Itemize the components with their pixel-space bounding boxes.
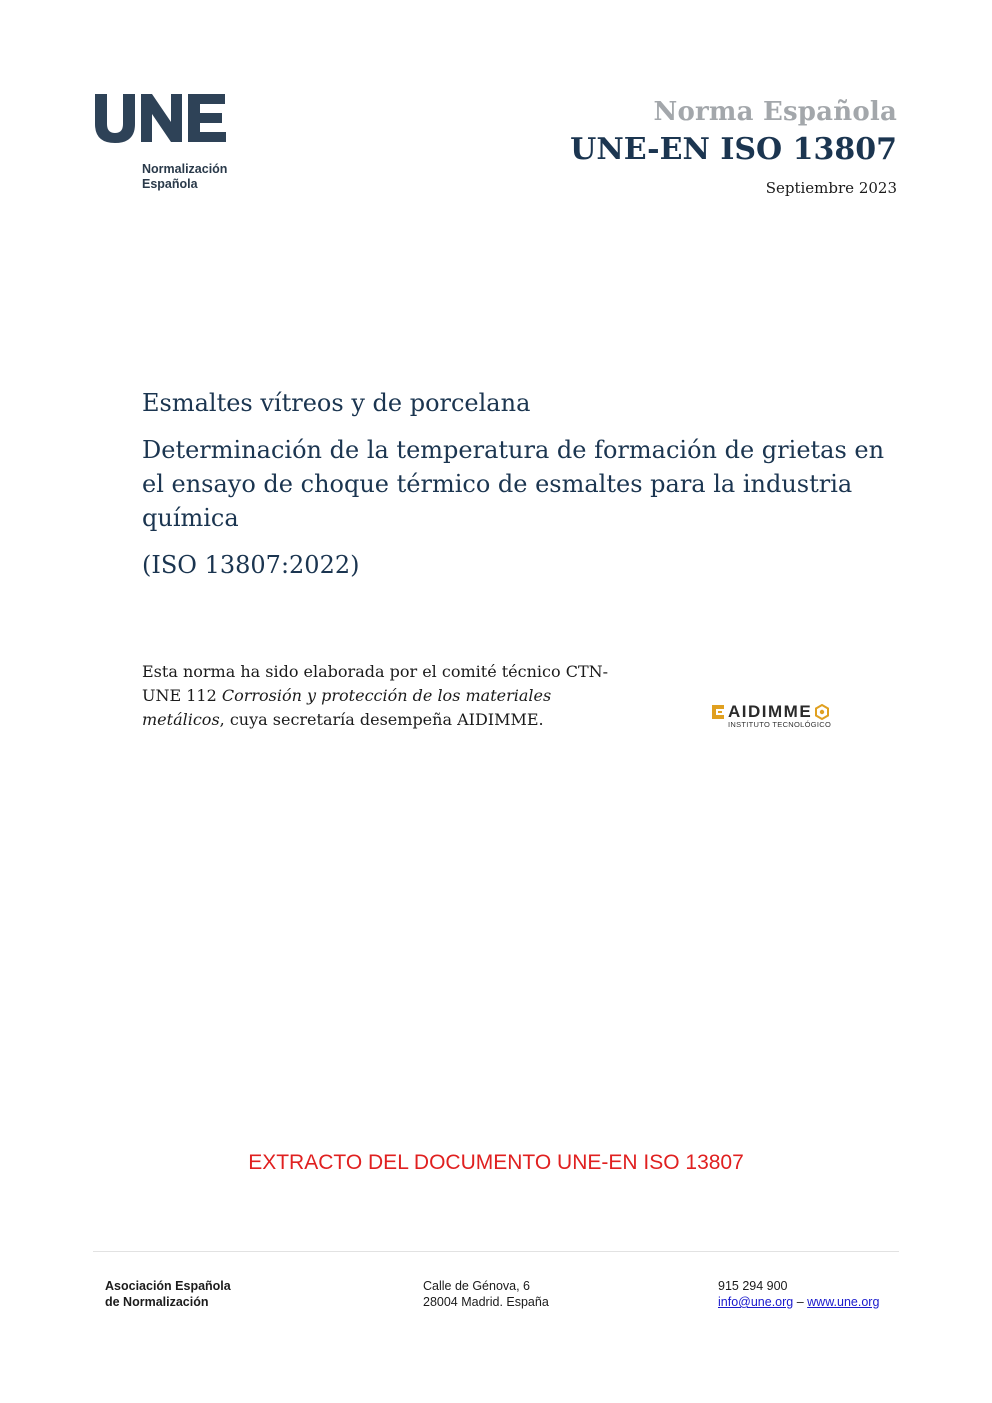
committee-name: Corrosión y protección de los materiales metálicos (142, 686, 552, 729)
logo-letter-e (188, 94, 226, 142)
logo-subtitle (142, 162, 243, 192)
email-link[interactable]: info@une.org (718, 1295, 794, 1309)
title-iso-reference: (ISO 13807:2022) (142, 551, 360, 579)
footer-org-line1: Asociación Española (105, 1279, 231, 1293)
aidimme-name: AIDIMME (728, 702, 813, 721)
une-logo (93, 90, 243, 192)
committee-text-part2: , cuya secretaría desempeña AIDIMME. (219, 710, 544, 729)
footer-address-line2: 28004 Madrid. España (423, 1295, 549, 1309)
committee-statement (142, 660, 622, 732)
footer-organization (105, 1278, 231, 1310)
publication-date: Septiembre 2023 (765, 179, 897, 197)
aidimme-bracket-icon (711, 704, 725, 720)
aidimme-hexagon-icon (814, 704, 830, 720)
committee-text-part1: Esta norma ha sido elaborada por el comité técnico CTN-UNE 112 (142, 662, 609, 705)
website-link[interactable]: www.une.org (807, 1295, 880, 1309)
footer-address (423, 1278, 549, 1310)
footer-contact (718, 1278, 879, 1310)
norma-label: Norma Española (653, 97, 897, 127)
footer-org-line2: de Normalización (105, 1295, 209, 1309)
footer-link-separator: – (793, 1295, 808, 1309)
logo-subtitle-line2: Española (142, 177, 198, 191)
title-main: Esmaltes vítreos y de porcelana (142, 389, 531, 417)
aidimme-logo (711, 703, 881, 729)
extract-notice: EXTRACTO DEL DOCUMENTO UNE-EN ISO 13807 (248, 1151, 744, 1174)
logo-letter-n (141, 94, 182, 142)
logo-letter-u (95, 94, 135, 143)
aidimme-subtitle: INSTITUTO TECNOLÓGICO (728, 720, 832, 729)
norma-code: UNE-EN ISO 13807 (570, 132, 897, 167)
footer-divider (93, 1251, 899, 1252)
logo-subtitle-line1: Normalización (142, 162, 228, 176)
logo-accent (111, 90, 119, 98)
une-logo-mark (93, 90, 228, 144)
document-titles (142, 386, 902, 582)
title-sub: Determinación de la temperatura de formación de grietas en el ensayo de choque térmico de esmaltes para la industria química (142, 436, 885, 532)
footer-address-line1: Calle de Génova, 6 (423, 1279, 531, 1293)
footer-phone: 915 294 900 (718, 1279, 788, 1293)
norma-header (570, 96, 897, 197)
footer-links (718, 1294, 879, 1310)
